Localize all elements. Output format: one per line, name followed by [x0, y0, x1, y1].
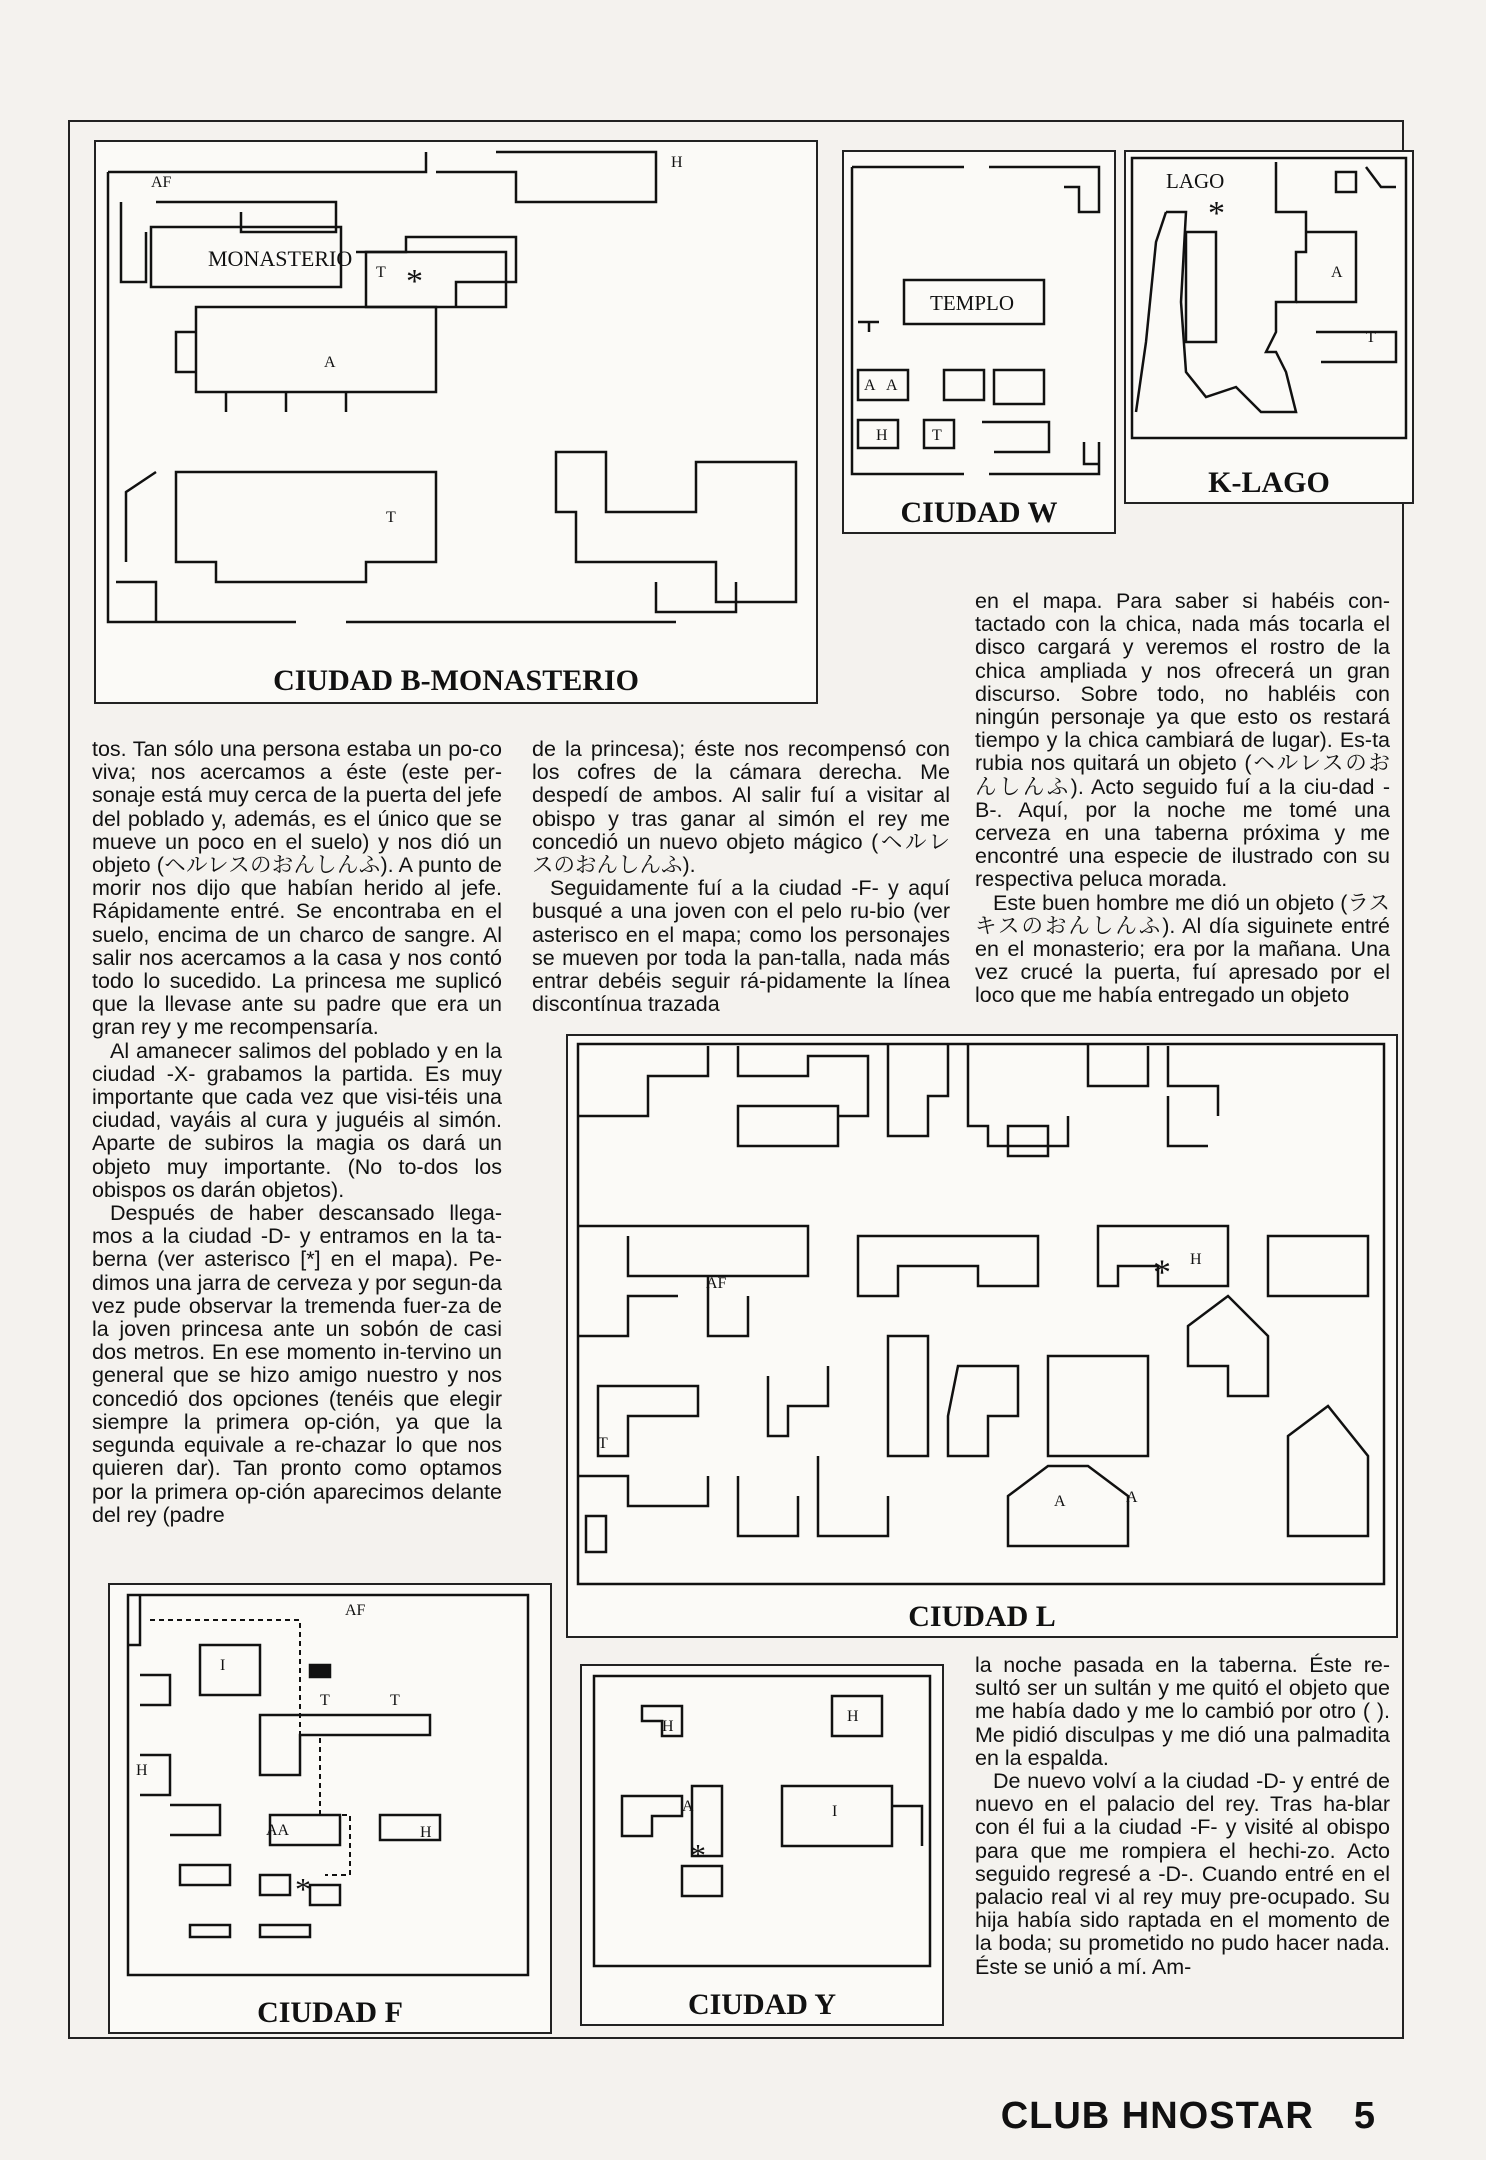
label-a: A [1331, 264, 1343, 281]
label-a: A [1126, 1489, 1138, 1506]
text-column-1 [92, 738, 502, 1527]
label-t: T [1366, 329, 1376, 346]
map-caption: CIUDAD B-MONASTERIO [273, 664, 639, 697]
label-h: H [847, 1708, 859, 1725]
map-caption: CIUDAD F [257, 1996, 403, 2029]
footer [1001, 2095, 1376, 2138]
label-aa: AA [266, 1822, 290, 1839]
label-a: A [1054, 1493, 1066, 1510]
asterisk-icon: * [1208, 195, 1225, 232]
label-h: H [420, 1824, 432, 1841]
map-ciudad-w [842, 150, 1116, 534]
page-number: 5 [1353, 2095, 1376, 2137]
asterisk-icon: * [1153, 1252, 1171, 1292]
label-h: H [136, 1762, 148, 1779]
label-monasterio: MONASTERIO [208, 246, 353, 271]
label-t: T [932, 427, 942, 444]
label-a: A [864, 377, 876, 394]
text-column-2 [532, 738, 950, 1016]
map-k-lago [1124, 150, 1414, 504]
map-ciudad-l [566, 1034, 1398, 1638]
label-t: T [390, 1692, 400, 1709]
map-caption: CIUDAD Y [687, 1988, 837, 2021]
label-i: I [832, 1803, 838, 1820]
map-caption: CIUDAD L [908, 1600, 1056, 1633]
label-af: AF [345, 1602, 366, 1619]
paragraph: Al amanecer salimos del poblado y en la ciudad -X- grabamos la partida. Es muy importante que cada vez que visi-téis una ciudad, vayáis al cura y juguéis al simón. Aparte de subiros la magia os dará un objeto muy importante. (No to-dos los obispos os darán objetos). [92, 1038, 502, 1202]
club-hnostar-logo: CLUB HNOSTAR [1000, 2095, 1314, 2137]
label-h: H [671, 154, 683, 171]
label-t: T [386, 509, 396, 526]
map-ciudad-b [94, 140, 818, 704]
label-h: H [662, 1718, 674, 1735]
label-t: T [320, 1692, 330, 1709]
label-lago: LAGO [1166, 169, 1225, 193]
label-a: A [682, 1798, 694, 1815]
asterisk-icon: * [690, 1837, 706, 1873]
label-a: A [886, 377, 898, 394]
map-ciudad-y [580, 1664, 944, 2026]
label-af: AF [706, 1275, 727, 1292]
text-column-4 [975, 1654, 1390, 1979]
paragraph: de la princesa); éste nos recompensó con los cofres de la cámara derecha. Me despedí de ambos. Al salir fuí a visitar al obispo y tras ganar al simón el rey me concedió un nuevo objeto mágico (ヘルレスのおんしんふ). [532, 737, 950, 878]
label-af: AF [151, 174, 172, 191]
label-h: H [1190, 1251, 1202, 1268]
map-caption: CIUDAD W [900, 496, 1058, 529]
label-i: I [220, 1657, 226, 1674]
paragraph: Este buen hombre me dió un objeto (ラスキスのおんしんふ). Al día siguinete entré en el monasterio; era por la mañana. Una vez crucé la puerta, fuí apresado por el loco que me había entregado un objeto [975, 890, 1390, 1008]
label-h: H [876, 427, 888, 444]
paragraph: la noche pasada en la taberna. Éste re-sultó ser un sultán y me quitó el objeto que me había dado y me lo cambió por otro ( ). Me pidió disculpas y me dió una palmadita en la espalda. [975, 1653, 1390, 1770]
paragraph: Después de haber descansado llega-mos a la ciudad -D- y entramos en la ta-berna (ver asterisco [*] en el mapa). Pe-dimos una jarra de cerveza y por segun-da vez pude observar la tremenda fuer-za de la joven princesa ante un sobón de casi dos metros. En ese momento in-tervino un general que se hizo amigo nuestro y nos concedió dos opciones (tenéis que elegir siempre la primera op-ción, ya que la segunda equivale a re-chazar lo que nos quieren dar). Tan pronto como optamos por la primera op-ción aparecimos delante del rey (padre [92, 1201, 502, 1527]
map-ciudad-f [108, 1583, 552, 2034]
paragraph: tos. Tan sólo una persona estaba un po-co viva; nos acercamos a éste (este per-sonaje está muy cerca de la puerta del jefe del poblado y, además, es el único que se mueve un poco en el suelo) y nos dió un objeto (ヘルレスのおんしんふ). A punto de morir nos dijo que habían herido al jefe. Rápidamente entré. Se encontraba en el suelo, encima de un charco de sangre. Al salir nos acercamos a la casa y nos contó todo lo sucedido. La princesa me suplicó que la llevase ante su padre que era un gran rey y me recompensaría. [92, 737, 502, 1040]
paragraph: Seguidamente fuí a la ciudad -F- y aquí busqué a una joven con el pelo ru-bio (ver asterisco en el mapa; como los personajes se mueven por toda la pan-talla, nada más entrar debéis seguir rá-pidamente la línea discontínua trazada [532, 876, 950, 1017]
label-t: T [598, 1435, 608, 1452]
label-templo: TEMPLO [930, 291, 1014, 315]
paragraph: De nuevo volví a la ciudad -D- y entré de nuevo en el palacio del rey. Tras ha-blar con él fui a la ciudad -F- y visité al obispo para que me rompiera el hechi-zo. Acto seguido regresé a -D-. Cuando entré en el palacio real vi al rey muy pre-ocupado. Su hija había sido raptada en el momento de la boda; su prometido no pudo hacer nada. Éste se unió a mí. Am- [975, 1769, 1390, 1979]
text-column-3 [975, 590, 1390, 1008]
paragraph: en el mapa. Para saber si habéis con-tactado con la chica, nada más tocarla el disco cargará y veremos el rostro de la chica ampliada y nos ofrecerá un gran discurso. Sobre todo, no habléis con ningún personaje ya que esto os restará tiempo y la chica cambiará de lugar). Es-ta rubia nos quitará un objeto (ヘルレスのおんしんふ). Acto seguido fuí a la ciu-dad -B-. Aquí, por la noche me tomé una cerveza en una taberna próxima y me encontré una especie de ilustrado con su respectiva peluca morada. [975, 589, 1390, 892]
asterisk-icon: * [295, 1871, 311, 1907]
map-caption: K-LAGO [1208, 466, 1330, 499]
label-a: A [324, 354, 336, 371]
asterisk-icon: * [406, 263, 423, 300]
label-t: T [376, 264, 386, 281]
